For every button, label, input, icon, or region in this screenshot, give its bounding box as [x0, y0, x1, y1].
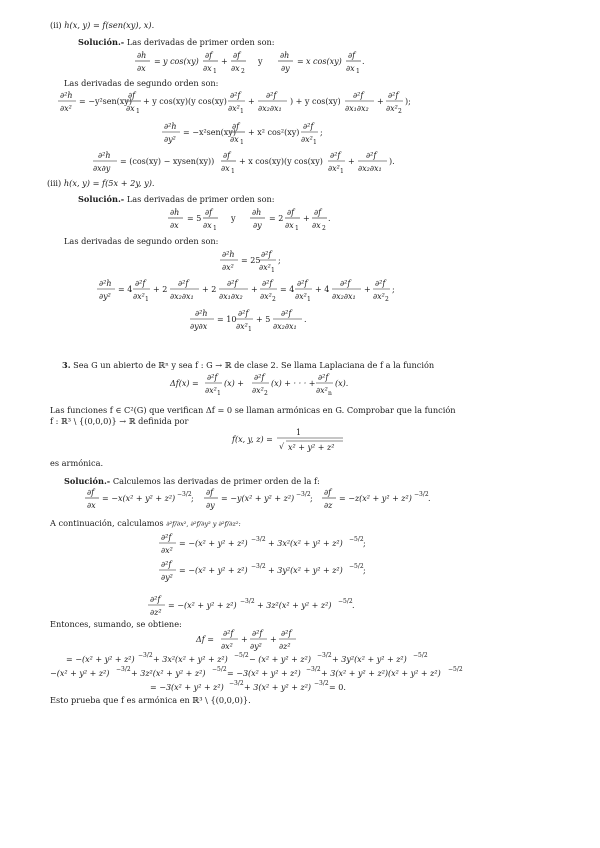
svg-text:= −3(x² + y² + z²): = −3(x² + y² + z²) [150, 683, 224, 692]
svg-text:= 0.: = 0. [329, 683, 346, 692]
svg-text:∂f: ∂f [287, 208, 295, 217]
svg-text:∂x₁∂x₂: ∂x₁∂x₂ [345, 104, 369, 113]
problem-3-statement-line [62, 360, 434, 370]
part-ii-solution-line [78, 37, 275, 47]
svg-text:−3/2: −3/2 [317, 652, 332, 659]
svg-text:+: + [348, 157, 355, 166]
svg-text:= −x²sen(xy): = −x²sen(xy) [183, 128, 236, 137]
svg-text:−5/2: −5/2 [448, 666, 463, 673]
svg-text:+: + [270, 635, 277, 644]
part-ii-solucion-label: Solución.- [78, 37, 125, 47]
svg-text:∂²f: ∂²f [330, 151, 341, 160]
svg-text:∂x: ∂x [221, 164, 230, 173]
svg-text:∂f: ∂f [314, 208, 322, 217]
svg-text:x cos(xy): x cos(xy) [306, 57, 342, 66]
svg-text:∂x²: ∂x² [161, 546, 173, 555]
equation-laplacian-definition [0, 370, 600, 400]
svg-text:∂x²: ∂x² [236, 322, 248, 331]
svg-text:= (cos(xy) − xysen(xy)): = (cos(xy) − xysen(xy)) [120, 157, 215, 166]
svg-text:= −x(x² + y² + z²): = −x(x² + y² + z²) [102, 494, 176, 503]
svg-text:∂²h: ∂²h [222, 250, 235, 259]
equation-iii-hyy [0, 276, 600, 306]
svg-text:(x).: (x). [335, 379, 349, 388]
svg-text:∂²f: ∂²f [207, 373, 218, 382]
svg-text:∂x: ∂x [126, 104, 135, 113]
svg-text:(x) + · · · +: (x) + · · · + [271, 379, 316, 388]
svg-text:∂²f: ∂²f [353, 91, 364, 100]
svg-text:= 5: = 5 [187, 214, 202, 223]
svg-text:−3/2: −3/2 [414, 491, 429, 498]
equation-iii-first-order [0, 205, 600, 235]
svg-text:∂x²: ∂x² [221, 642, 233, 651]
svg-text:1: 1 [307, 296, 311, 303]
svg-text:+: + [377, 97, 384, 106]
svg-text:2: 2 [398, 108, 402, 115]
part-iii-statement: h(x, y) = f(5x + 2y, y). [63, 178, 155, 188]
svg-text:1: 1 [213, 68, 217, 75]
svg-text:1: 1 [240, 139, 244, 146]
svg-text:∂y: ∂y [253, 221, 262, 230]
problem-3-continuation: A continuación, calculamos [50, 518, 164, 528]
svg-text:1: 1 [217, 390, 221, 397]
svg-text:−3/2: −3/2 [240, 598, 255, 605]
svg-text:(x) +: (x) + [224, 379, 244, 388]
svg-text:∂²h: ∂²h [98, 151, 111, 160]
svg-text:;: ; [310, 494, 313, 503]
svg-text:∂f: ∂f [232, 122, 240, 131]
svg-text:∂²f: ∂²f [366, 151, 377, 160]
svg-text:−3/2: −3/2 [251, 536, 266, 543]
svg-text:=: = [297, 57, 304, 66]
equation-fyy [0, 557, 600, 587]
svg-text:∂x: ∂x [137, 64, 146, 73]
svg-text:−3/2: −3/2 [116, 666, 131, 673]
svg-text:1: 1 [231, 168, 235, 175]
problem-3-harmonic-text-2: f : ℝ³ \ {(0,0,0)} → ℝ definida por [50, 416, 189, 426]
svg-text:1: 1 [136, 108, 140, 115]
svg-text:= −z(x² + y² + z²): = −z(x² + y² + z²) [339, 494, 412, 503]
equation-f-definition [0, 425, 600, 455]
problem-3-solucion-label: Solución.- [64, 476, 111, 486]
svg-text:y: y [258, 57, 263, 66]
svg-text:∂x²: ∂x² [316, 386, 328, 395]
svg-text:∂f: ∂f [223, 151, 231, 160]
svg-text:=: = [154, 57, 161, 66]
svg-text:∂²f: ∂²f [281, 309, 292, 318]
svg-text:∂x²: ∂x² [259, 263, 271, 272]
svg-text:−5/2: −5/2 [234, 652, 249, 659]
svg-text:2: 2 [385, 296, 389, 303]
svg-text:∂x₂∂x₁: ∂x₂∂x₁ [170, 292, 194, 301]
part-ii-first-order-intro: Las derivadas de primer orden son: [126, 37, 275, 47]
svg-text:.: . [362, 57, 365, 66]
svg-text:∂x: ∂x [285, 221, 294, 230]
svg-text:∂x²: ∂x² [252, 386, 264, 395]
svg-text:2: 2 [264, 390, 268, 397]
part-ii-heading [50, 20, 154, 30]
svg-text:∂h: ∂h [137, 51, 147, 60]
svg-text:x² + y² + z²: x² + y² + z² [288, 443, 335, 452]
svg-text:−5/2: −5/2 [413, 652, 428, 659]
svg-text:∂x: ∂x [346, 64, 355, 73]
svg-text:−3/2: −3/2 [251, 563, 266, 570]
problem-3-number: 3. [62, 360, 71, 370]
svg-text:∂y²: ∂y² [161, 573, 173, 582]
svg-text:−3/2: −3/2 [177, 491, 192, 498]
svg-text:−3/2: −3/2 [229, 680, 244, 687]
svg-text:∂x∂y: ∂x∂y [93, 164, 111, 173]
svg-text:y cos(xy): y cos(xy) [163, 57, 199, 66]
svg-text:1: 1 [213, 225, 217, 232]
svg-text:= −y²sen(xy): = −y²sen(xy) [79, 97, 132, 106]
svg-text:+: + [303, 214, 310, 223]
svg-text:.: . [352, 601, 355, 610]
svg-text:∂²f: ∂²f [297, 279, 308, 288]
svg-text:1: 1 [296, 428, 302, 437]
svg-text:∂f: ∂f [324, 488, 332, 497]
svg-text:∂x: ∂x [87, 501, 96, 510]
svg-text:∂h: ∂h [280, 51, 290, 60]
svg-text:.: . [328, 214, 331, 223]
svg-text:+: + [221, 57, 228, 66]
svg-text:∂²f: ∂²f [252, 629, 263, 638]
svg-text:y: y [231, 214, 236, 223]
svg-text:−3/2: −3/2 [138, 652, 153, 659]
equation-first-partials [0, 485, 600, 515]
svg-text:1: 1 [340, 168, 344, 175]
svg-text:∂²f: ∂²f [388, 91, 399, 100]
svg-text:;: ; [320, 128, 323, 137]
svg-text:∂x₁∂x₂: ∂x₁∂x₂ [219, 292, 243, 301]
svg-text:= −3(x² + y² + z²): = −3(x² + y² + z²) [227, 669, 301, 678]
part-iii-label: (iii) [47, 178, 62, 188]
svg-text:+ 5: + 5 [256, 315, 271, 324]
svg-text:1: 1 [295, 225, 299, 232]
part-iii-solucion-label: Solución.- [78, 194, 125, 204]
svg-text:∂²h: ∂²h [99, 279, 112, 288]
svg-text:+: + [248, 97, 255, 106]
equation-ii-hxx [0, 88, 600, 118]
svg-text:∂f: ∂f [348, 51, 356, 60]
svg-text:∂²f: ∂²f [303, 122, 314, 131]
problem-3-harmonic-text: Las funciones f ∈ C²(G) que verifican Δf = 0 se llaman armónicas en G. Comprobar que la función [50, 405, 456, 415]
svg-text:+ 3x²(x² + y² + z²): + 3x²(x² + y² + z²) [268, 539, 343, 548]
equation-ii-hyy [0, 119, 600, 149]
svg-text:∂f: ∂f [233, 51, 241, 60]
svg-text:∂f: ∂f [205, 51, 213, 60]
svg-text:+: + [241, 635, 248, 644]
svg-text:= 10: = 10 [217, 315, 237, 324]
svg-text:f(x, y, z) =: f(x, y, z) = [232, 435, 273, 444]
svg-text:+ 4: + 4 [315, 285, 330, 294]
equation-fzz [0, 592, 600, 622]
svg-text:∂f: ∂f [87, 488, 95, 497]
svg-text:1: 1 [271, 267, 275, 274]
part-iii-first-order-intro: Las derivadas de primer orden son: [126, 194, 275, 204]
svg-text:= 4: = 4 [118, 285, 133, 294]
svg-text:+: + [364, 285, 371, 294]
svg-text:∂²f: ∂²f [340, 279, 351, 288]
svg-text:).: ). [389, 157, 395, 166]
svg-text:∂²f: ∂²f [375, 279, 386, 288]
svg-text:∂²f: ∂²f [266, 91, 277, 100]
svg-text:+ 3y²(x² + y² + z²): + 3y²(x² + y² + z²) [332, 655, 407, 664]
svg-text:) + y cos(xy): ) + y cos(xy) [290, 97, 341, 106]
svg-text:∂²f: ∂²f [150, 595, 161, 604]
svg-text:∂²h: ∂²h [195, 309, 208, 318]
svg-text:∂x: ∂x [170, 221, 179, 230]
svg-text:−5/2: −5/2 [212, 666, 227, 673]
svg-text:−3/2: −3/2 [306, 666, 321, 673]
svg-text:∂y: ∂y [206, 501, 215, 510]
svg-text:∂y²: ∂y² [164, 135, 176, 144]
svg-text:∂²f: ∂²f [161, 560, 172, 569]
svg-text:√: √ [279, 442, 285, 451]
equation-fxx [0, 530, 600, 560]
svg-text:∂f: ∂f [128, 91, 136, 100]
equation-sum-line-1 [0, 652, 600, 666]
svg-text:∂x₂∂x₁: ∂x₂∂x₁ [258, 104, 282, 113]
problem-3-es-armonica: es armónica. [50, 458, 104, 468]
problem-3-entonces: Entonces, sumando, se obtiene: [50, 619, 182, 629]
svg-text:∂x²: ∂x² [205, 386, 217, 395]
part-ii-label: (ii) [50, 20, 62, 30]
svg-text:1: 1 [356, 68, 360, 75]
svg-text:∂²f: ∂²f [281, 629, 292, 638]
svg-text:Δf(x) =: Δf(x) = [170, 379, 199, 388]
svg-text:∂x²: ∂x² [260, 292, 272, 301]
svg-text:∂x²: ∂x² [228, 104, 240, 113]
svg-text:∂y²: ∂y² [99, 292, 111, 301]
svg-text:+ x cos(xy)(y cos(xy): + x cos(xy)(y cos(xy) [239, 157, 323, 166]
svg-text:+ x² cos²(xy): + x² cos²(xy) [248, 128, 300, 137]
svg-text:∂x: ∂x [230, 135, 239, 144]
svg-text:2: 2 [272, 296, 276, 303]
svg-text:∂²f: ∂²f [318, 373, 329, 382]
svg-text:∂h: ∂h [252, 208, 262, 217]
svg-text:n: n [328, 390, 332, 397]
svg-text:2: 2 [241, 68, 245, 75]
svg-text:∂x₂∂x₁: ∂x₂∂x₁ [273, 322, 297, 331]
svg-text:∂²f: ∂²f [262, 279, 273, 288]
svg-text:∂x₂∂x₁: ∂x₂∂x₁ [358, 164, 382, 173]
svg-text:∂x: ∂x [231, 64, 240, 73]
svg-text:+: + [251, 285, 258, 294]
svg-text:∂²h: ∂²h [60, 91, 73, 100]
svg-text:Δf =: Δf = [196, 635, 214, 644]
svg-text:∂x²: ∂x² [222, 263, 234, 272]
svg-text:= −(x² + y² + z²): = −(x² + y² + z²) [66, 655, 135, 664]
svg-text:= −(x² + y² + z²): = −(x² + y² + z²) [168, 601, 237, 610]
svg-text:∂²f: ∂²f [227, 279, 238, 288]
svg-text:.: . [304, 315, 307, 324]
svg-text:∂x²: ∂x² [328, 164, 340, 173]
equation-ii-hxy [0, 148, 600, 178]
svg-text:∂y∂x: ∂y∂x [190, 322, 208, 331]
svg-text:∂x²: ∂x² [373, 292, 385, 301]
part-iii-solution-line [78, 194, 275, 204]
equation-iii-hxy [0, 306, 600, 336]
equation-sum-line-3 [0, 680, 600, 694]
svg-text:−5/2: −5/2 [338, 598, 353, 605]
svg-text:1: 1 [145, 296, 149, 303]
svg-text:= 4: = 4 [280, 285, 295, 294]
svg-text:+ 3z²(x² + y² + z²): + 3z²(x² + y² + z²) [257, 601, 332, 610]
svg-text:∂²f: ∂²f [135, 279, 146, 288]
problem-3-conclusion: Esto prueba que f es armónica en ℝ³ \ {(0,0,0)}. [50, 695, 251, 705]
svg-text:= −(x² + y² + z²): = −(x² + y² + z²) [179, 566, 248, 575]
svg-text:+ 3(x² + y² + z²)(x² + y² + z²: + 3(x² + y² + z²)(x² + y² + z²) [321, 669, 441, 678]
svg-text:= 25: = 25 [241, 256, 261, 265]
svg-text:+ 3z²(x² + y² + z²): + 3z²(x² + y² + z²) [131, 669, 206, 678]
svg-text:= −(x² + y² + z²): = −(x² + y² + z²) [179, 539, 248, 548]
svg-text:−(x² + y² + z²): −(x² + y² + z²) [50, 669, 110, 678]
svg-text:∂²f: ∂²f [238, 309, 249, 318]
svg-text:− (x² + y² + z²): − (x² + y² + z²) [249, 655, 311, 664]
svg-text:1: 1 [240, 108, 244, 115]
svg-text:2: 2 [322, 225, 326, 232]
svg-text:∂²f: ∂²f [161, 533, 172, 542]
svg-text:∂f: ∂f [205, 208, 213, 217]
equation-ii-first-order [0, 48, 600, 78]
svg-text:+ 3(x² + y² + z²): + 3(x² + y² + z²) [244, 683, 312, 692]
svg-text:+ 2: + 2 [202, 285, 217, 294]
svg-text:;: ; [278, 256, 281, 265]
svg-text:∂²f: ∂²f [254, 373, 265, 382]
svg-text:= 2: = 2 [269, 214, 284, 223]
svg-text:∂x²: ∂x² [133, 292, 145, 301]
svg-text:1: 1 [313, 139, 317, 146]
svg-text:;: ; [363, 539, 366, 548]
svg-text:∂z²: ∂z² [279, 642, 291, 651]
svg-text:∂x: ∂x [203, 64, 212, 73]
svg-text:∂²h: ∂²h [164, 122, 177, 131]
svg-text:= −y(x² + y² + z²): = −y(x² + y² + z²) [221, 494, 295, 503]
svg-text:∂x: ∂x [203, 221, 212, 230]
svg-text:−5/2: −5/2 [349, 536, 364, 543]
equation-iii-hxx [0, 247, 600, 277]
svg-text:∂x²: ∂x² [60, 104, 72, 113]
svg-text:.: . [428, 494, 431, 503]
svg-text:∂z: ∂z [324, 501, 333, 510]
part-ii-second-order-intro: Las derivadas de segundo orden son: [64, 78, 219, 88]
svg-text:∂x²: ∂x² [295, 292, 307, 301]
problem-3-statement: Sea G un abierto de ℝⁿ y sea f : G → ℝ de clase 2. Se llama Laplaciana de f a la función [73, 360, 435, 370]
svg-text:+ 3x²(x² + y² + z²): + 3x²(x² + y² + z²) [153, 655, 228, 664]
part-iii-second-order-intro: Las derivadas de segundo orden son: [64, 236, 219, 246]
svg-text:∂x²: ∂x² [301, 135, 313, 144]
svg-text:1: 1 [248, 326, 252, 333]
svg-text:∂z²: ∂z² [150, 608, 162, 617]
svg-text:∂x: ∂x [312, 221, 321, 230]
problem-3-continuation-line: A continuación, calculamos ∂²f/∂x², ∂²f/∂y² y ∂²f/∂z²: [50, 518, 241, 528]
svg-text:∂²f: ∂²f [230, 91, 241, 100]
svg-text:−3/2: −3/2 [314, 680, 329, 687]
part-ii-statement: h(x, y) = f(sen(xy), x). [64, 20, 155, 30]
svg-text:+ y cos(xy)(y cos(xy): + y cos(xy)(y cos(xy) [143, 97, 227, 106]
svg-text:;: ; [363, 566, 366, 575]
svg-text:);: ); [405, 97, 411, 106]
svg-text:+ 3y²(x² + y² + z²): + 3y²(x² + y² + z²) [268, 566, 343, 575]
svg-text:∂x²: ∂x² [386, 104, 398, 113]
svg-text:∂²f: ∂²f [223, 629, 234, 638]
svg-text:−5/2: −5/2 [349, 563, 364, 570]
svg-text:;: ; [392, 285, 395, 294]
part-iii-heading [47, 178, 155, 188]
svg-text:∂x₂∂x₁: ∂x₂∂x₁ [332, 292, 356, 301]
svg-text:∂h: ∂h [170, 208, 180, 217]
svg-text:−3/2: −3/2 [296, 491, 311, 498]
equation-sum-line-2 [0, 666, 600, 680]
svg-text:∂y²: ∂y² [250, 642, 262, 651]
svg-text:∂y: ∂y [281, 64, 290, 73]
svg-text:+ 2: + 2 [153, 285, 168, 294]
problem-3-solucion-text: Calculemos las derivadas de primer orden de la f: [112, 476, 320, 486]
svg-text:∂²f: ∂²f [178, 279, 189, 288]
svg-text:∂f: ∂f [206, 488, 214, 497]
svg-text:∂²f: ∂²f [261, 250, 272, 259]
svg-text:;: ; [191, 494, 194, 503]
